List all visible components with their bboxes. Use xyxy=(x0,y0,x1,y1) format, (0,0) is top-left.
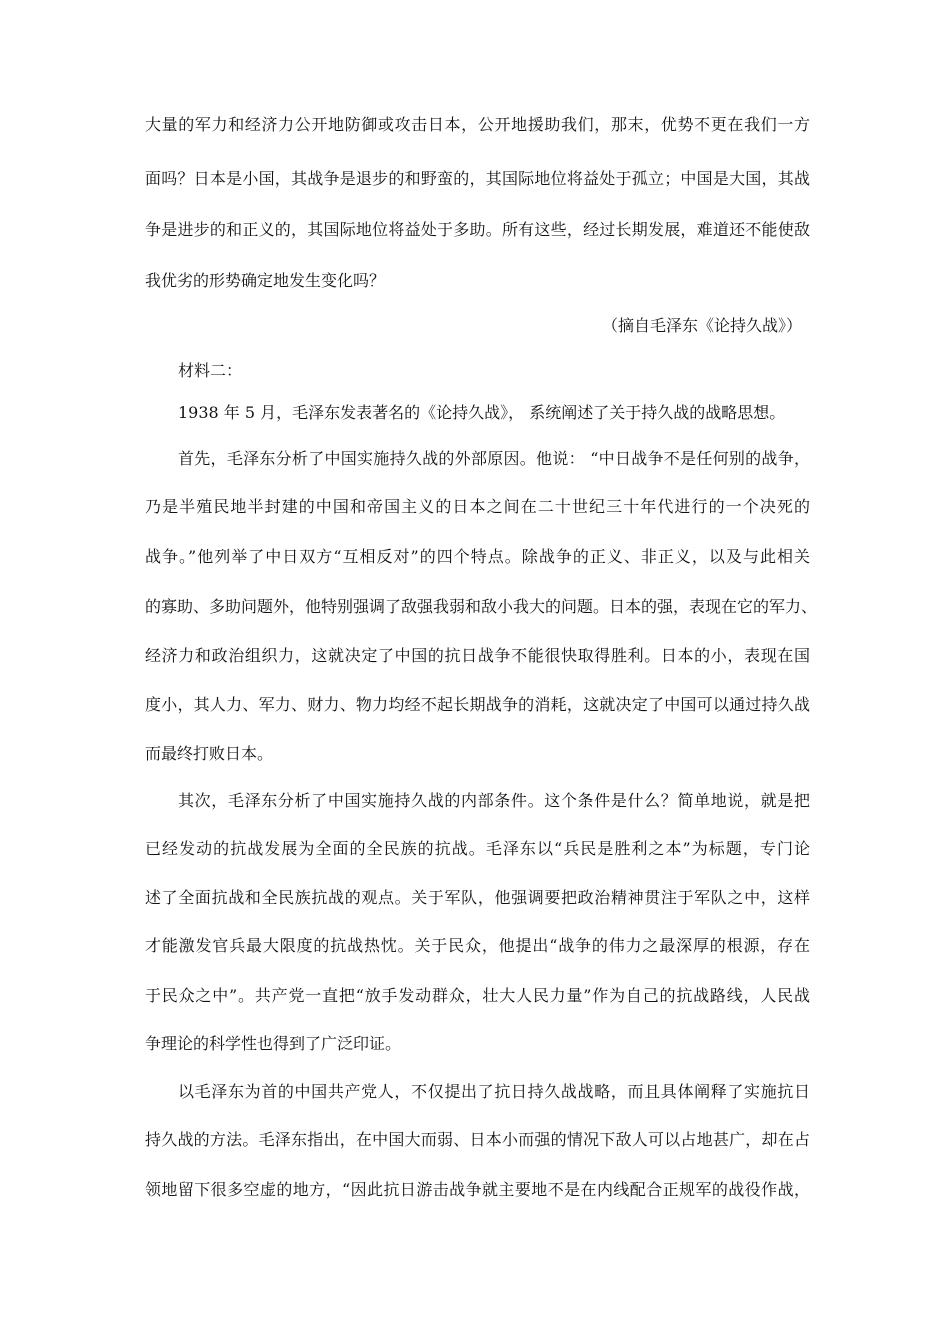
para1-line-5: 经济力和政治组织力，这就决定了中国的抗日战争不能很快取得胜利。日本的小，表现在国 xyxy=(145,646,810,665)
para2-line-1: 其次，毛泽东分析了中国实施持久战的内部条件。这个条件是什么？简单地说，就是把 xyxy=(178,791,810,810)
material1-line-4: 我优劣的形势确定地发生变化吗？ xyxy=(145,271,386,290)
para1-line-4: 的寡助、多助问题外，他特别强调了敌强我弱和敌小我大的问题。日本的强，表现在它的军力、 xyxy=(145,597,818,616)
material1-line-2: 面吗？日本是小国，其战争是退步的和野蛮的，其国际地位将益处于孤立；中国是大国，其战 xyxy=(145,169,810,188)
para1-line-2: 乃是半殖民地半封建的中国和帝国主义的日本之间在二十世纪三十年代进行的一个决死的 xyxy=(145,497,810,516)
para2-line-3: 述了全面抗战和全民族抗战的观点。关于军队，他强调要把政治精神贯注于军队之中，这样 xyxy=(145,888,810,907)
para1-line-7: 而最终打败日本。 xyxy=(145,744,274,763)
para2-line-2: 已经发动的抗战发展为全面的全民族的抗战。毛泽东以“兵民是胜利之本”为标题，专门论 xyxy=(145,839,810,858)
material1-line-1: 大量的军力和经济力公开地防御或攻击日本，公开地援助我们，那末，优势不更在我们一方 xyxy=(145,115,810,134)
para1-line-3: 战争。”他列举了中日双方“互相反对”的四个特点。除战争的正义、非正义，以及与此相关 xyxy=(145,547,810,566)
material2-heading: 材料二： xyxy=(178,361,243,380)
material1-source: （摘自毛泽东《论持久战》） xyxy=(601,316,802,335)
para2-line-5: 于民众之中”。共产党一直把“放手发动群众，壮大人民力量”作为自己的抗战路线，人民战 xyxy=(145,986,810,1005)
para1-line-1: 首先，毛泽东分析了中国实施持久战的外部原因。他说： “中日战争不是任何别的战争， xyxy=(178,449,810,468)
material1-line-3: 争是进步的和正义的，其国际地位将益处于多助。所有这些，经过长期发展，难道还不能使敌 xyxy=(145,220,810,239)
para2-line-4: 才能激发官兵最大限度的抗战热忱。关于民众，他提出“战争的伟力之最深厚的根源，存在 xyxy=(145,936,810,955)
para3-line-1: 以毛泽东为首的中国共产党人，不仅提出了抗日持久战战略，而且具体阐释了实施抗日 xyxy=(178,1082,810,1101)
material2-intro: 1938 年 5 月，毛泽东发表著名的《论持久战》， 系统阐述了关于持久战的战略思想。 xyxy=(178,403,786,422)
para3-line-2: 持久战的方法。毛泽东指出，在中国大而弱、日本小而强的情况下敌人可以占地甚广，却在占 xyxy=(145,1130,810,1149)
para3-line-3: 领地留下很多空虚的地方，“因此抗日游击战争就主要地不是在内线配合正规军的战役作战， xyxy=(145,1180,810,1199)
para2-line-6: 争理论的科学性也得到了广泛印证。 xyxy=(145,1034,402,1053)
para1-line-6: 度小，其人力、军力、财力、物力均经不起长期战争的消耗，这就决定了中国可以通过持久战 xyxy=(145,695,810,714)
